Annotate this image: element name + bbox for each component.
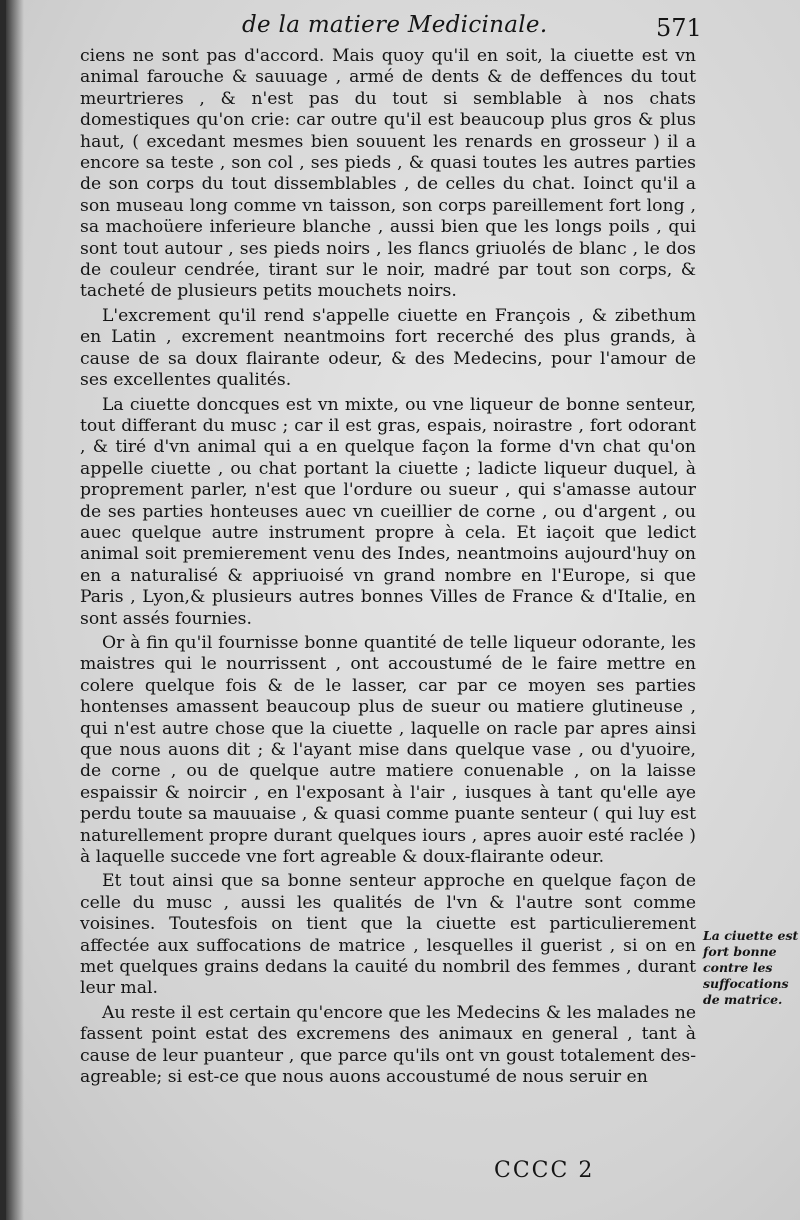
signature-mark: CCCC 2 <box>494 1158 595 1183</box>
paragraph-6: Au reste il est certain qu'encore que les Medecins & les malades ne fassent point estat des excremens des animaux en general , tant à cause de leur puanteur , que parce qu'ils ont vn goust totalement des-agreable; si est-ce que nous auons accoustumé de nous seruir en <box>80 1002 696 1088</box>
margin-note: La ciuette est fort bonne contre les suffocations de matrice. <box>703 928 799 1007</box>
paragraph-1: ciens ne sont pas d'accord. Mais quoy qu'il en soit, la ciuette est vn animal farouche & sauuage , armé de dents & de deffences du tout meurtrieres , & n'est pas du tout si semblable à nos chats domestiques qu'on crie: car outre qu'il est beaucoup plus gros & plus haut, ( excedant mesmes bien souuent les renards en grosseur ) il a encore sa teste , son col , ses pieds , & quasi toutes les autres parties de son corps du tout dissemblables , de celles du chat. Ioinct qu'il a son museau long comme vn taisson, son corps pareillement fort long , sa machoüere inferieure blanche , aussi bien que les longs poils , qui sont tout autour , ses pieds noirs , les flancs griuolés de blanc , le dos de couleur cendrée, tirant sur le noir, madré par tout son corps, & tacheté de plusieurs petits mouchets noirs. <box>80 46 696 302</box>
gutter-shadow <box>6 0 24 1220</box>
paragraph-2: L'excrement qu'il rend s'appelle ciuette en François , & zibethum en Latin , excrement neantmoins fort recerché des plus grands, à cause de sa doux flairante odeur, & des Medecins, pour l'amour de ses excellentes qualités. <box>80 305 696 391</box>
paragraph-3: La ciuette doncques est vn mixte, ou vne liqueur de bonne senteur, tout differant du musc ; car il est gras, espais, noirastre , fort odorant , & tiré d'vn animal qui a en quelque façon la forme d'vn chat qu'on appelle ciuette , ou chat portant la ciuette ; ladicte liqueur duquel, à proprement parler, n'est que l'ordure ou sueur , qui s'amasse autour de ses parties honteuses auec vn cueillier de corne , ou d'argent , ou auec quelque autre instrument propre à cela. Et iaçoit que ledict animal soit premierement venu des Indes, neantmoins aujourd'huy on en a naturalisé & appriuoisé vn grand nombre en l'Europe, si que Paris , Lyon,& plusieurs autres bonnes Villes de France & d'Italie, en sont assés fournies. <box>80 394 696 629</box>
body-text <box>80 46 696 1092</box>
book-page <box>6 0 800 1220</box>
paragraph-5: Et tout ainsi que sa bonne senteur approche en quelque façon de celle du musc , aussi les qualités de l'vn & l'autre sont comme voisines. Toutesfois on tient que la ciuette est particulierement affectée aux suffocations de matrice , lesquelles il guerist , si on en met quelques grains dedans la cauité du nombril des femmes , durant leur mal. <box>80 871 696 999</box>
running-title: de la matiere Medicinale. <box>242 12 548 38</box>
page-number: 571 <box>656 14 702 42</box>
paragraph-4: Or à fin qu'il fournisse bonne quantité de telle liqueur odorante, les maistres qui le nourrissent , ont accoustumé de le faire mettre en colere quelque fois & de le lasser, car par ce moyen ses parties hontenses amassent beaucoup plus de sueur ou matiere glutineuse , qui n'est autre chose que la ciuette , laquelle on racle par apres ainsi que nous auons dit ; & l'ayant mise dans quelque vase , ou d'yuoire, de corne , ou de quelque autre matiere conuenable , on la laisse espaissir & noircir , en l'exposant à l'air , iusques à tant qu'elle aye perdu toute sa mauuaise , & quasi comme puante senteur ( qui luy est naturellement propre durant quelques iours , apres auoir esté raclée ) à laquelle succede vne fort agreable & doux-flairante odeur. <box>80 632 696 868</box>
